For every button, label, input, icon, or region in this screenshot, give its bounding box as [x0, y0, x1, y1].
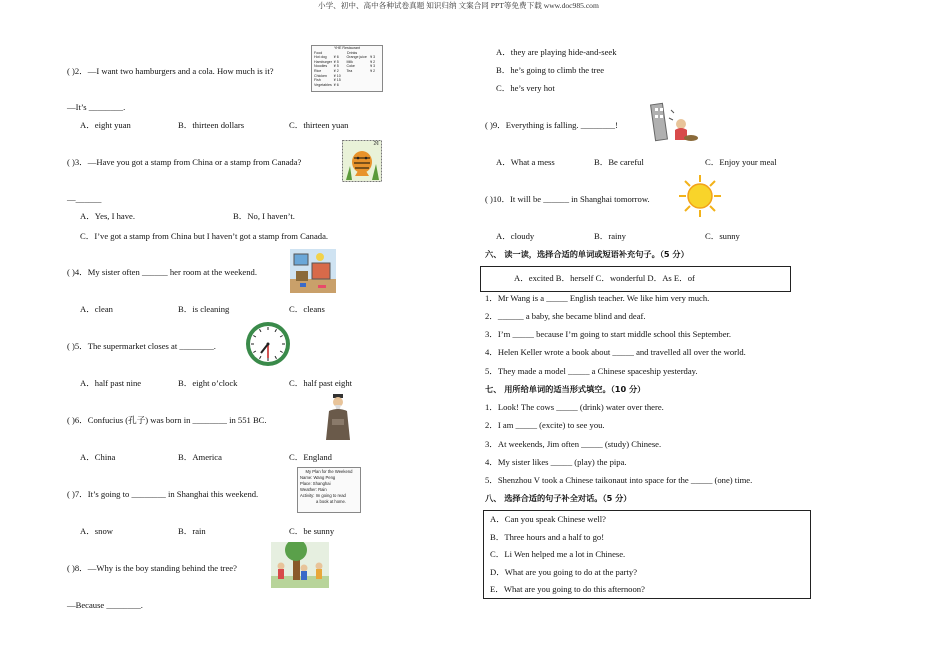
q4-option-c: C．cleans: [289, 304, 325, 314]
question-2: ( )2．—I want two hamburgers and a cola. How much is it?: [67, 66, 274, 76]
q3-option-c: C．I’ve got a stamp from China but I haven’t got a stamp from Canada.: [80, 231, 329, 241]
question-10: ( )10．It will be ______ in Shanghai tomorrow.: [485, 194, 650, 204]
menu-row: [312, 83, 382, 88]
q7-option-b: B．rain: [178, 526, 206, 536]
q3-option-b: B．No, I haven’t.: [233, 211, 295, 221]
section-6-word-box: [480, 266, 791, 292]
s8-option-a: A．Can you speak Chinese well?: [490, 514, 606, 524]
plan-activity: Activity: Im going to read: [300, 493, 346, 498]
menu-cell: Tea: [346, 68, 353, 73]
s6-sentence-3: 3．I’m _____ because I’m going to start middle school this September.: [485, 329, 732, 339]
menu-cell: ¥ 5: [333, 64, 339, 69]
menu-cell: Vegetables: [314, 82, 332, 87]
q5-option-c: C．half past eight: [289, 378, 353, 388]
s6-sentence-4: 4．Helen Keller wrote a book about _____ and travelled all over the world.: [485, 347, 746, 357]
q9-option-b: B．Be careful: [594, 157, 644, 167]
menu-cell: Rice: [314, 68, 322, 73]
q7-option-a: A．snow: [80, 526, 113, 536]
plan-weather: Weather: Rain: [300, 487, 327, 492]
menu-rows: [312, 55, 382, 87]
q10-option-c: C．sunny: [705, 231, 740, 241]
q2-option-a: A．eight yuan: [80, 120, 131, 130]
s6-sentence-1: 1．Mr Wang is a _____ English teacher. We like him very much.: [485, 293, 710, 303]
q8-option-b: B．he’s going to climb the tree: [496, 65, 605, 75]
menu-cell: ¥ 2: [370, 59, 376, 64]
menu-cell: Chicken: [314, 73, 327, 78]
section-8-options-box: [483, 510, 811, 599]
menu-cell: Noodles: [314, 64, 328, 69]
q10-option-b: B．rainy: [594, 231, 626, 241]
boy-behind-tree-image: [271, 542, 329, 588]
q2-option-c: C．thirteen yuan: [289, 120, 349, 130]
menu-cell: [347, 83, 371, 88]
falling-things-image: [647, 100, 699, 144]
q7-option-c: C．be sunny: [289, 526, 335, 536]
q6-option-a: A．China: [80, 452, 116, 462]
q3-option-a: A．Yes, I have.: [80, 211, 135, 221]
section-6-words: A．excited B．herself C．wonderful D．As E．of: [514, 273, 695, 283]
menu-cell: Hamburger: [314, 59, 332, 64]
q6-option-c: C．England: [289, 452, 332, 462]
q5-option-a: A．half past nine: [80, 378, 142, 388]
s8-option-c: C．Li Wen helped me a lot in Chinese.: [490, 549, 626, 559]
s8-option-d: D．What are you going to do at the party?: [490, 567, 638, 577]
q9-option-c: C．Enjoy your meal: [705, 157, 777, 167]
question-7: ( )7．It’s going to ________ in Shanghai this weekend.: [67, 489, 259, 499]
tiger-stamp-image: [342, 140, 382, 182]
q8-option-a: A．they are playing hide-and-seek: [496, 47, 617, 57]
menu-cell: ¥ 3: [370, 55, 376, 60]
menu-cell: Hot dog: [314, 55, 327, 60]
menu-cell: Coke: [346, 64, 355, 69]
menu-cell: ¥ 6: [333, 55, 339, 60]
q8-option-c: C．he’s very hot: [496, 83, 555, 93]
menu-food-header: Food: [314, 50, 323, 55]
question-8-reply: —Because ________.: [67, 600, 143, 610]
menu-cell: Milk: [346, 59, 353, 64]
s7-sentence-4: 4．My sister likes _____ (play) the pipa.: [485, 457, 627, 467]
menu-cell: ¥ 2: [370, 68, 376, 73]
page-header: 小学、初中、高中各种试卷真题 知识归纳 文案合同 PPT等免费下载 www.doc985.com: [318, 1, 599, 10]
s6-sentence-5: 5．They made a model _____ a Chinese spaceship yesterday.: [485, 366, 698, 376]
s7-sentence-1: 1．Look! The cows _____ (drink) water over there.: [485, 402, 664, 412]
menu-cell: Fish: [314, 78, 321, 83]
plan-title: My Plan for the Weekend: [305, 469, 353, 474]
s7-sentence-2: 2．I am _____ (excite) to see you.: [485, 420, 605, 430]
menu-cell: ¥ 2: [333, 68, 339, 73]
menu-cell: Orange juice: [346, 55, 367, 60]
q6-option-b: B．America: [178, 452, 222, 462]
question-6: ( )6．Confucius (孔子) was born in ________ in 551 BC.: [67, 415, 267, 425]
sun-image: [678, 174, 722, 218]
question-2-reply: —It’s ________.: [67, 102, 126, 112]
q2-option-b: B．thirteen dollars: [178, 120, 245, 130]
menu-cell: ¥ 10: [333, 73, 341, 78]
menu-cell: ¥ 6: [333, 82, 339, 87]
section-7-title: 七、 用所给单词的适当形式填空。（10 分）: [485, 384, 646, 394]
stamp-value: 2¢: [373, 141, 379, 147]
q4-option-a: A．clean: [80, 304, 113, 314]
q4-option-b: B．is cleaning: [178, 304, 230, 314]
s7-sentence-5: 5．Shenzhou V took a Chinese taikonaut into space for the _____ (one) time.: [485, 475, 753, 485]
question-4: ( )4．My sister often ______ her room at the weekend.: [67, 267, 257, 277]
s8-option-b: B．Three hours and a half to go!: [490, 532, 605, 542]
clock-image: [244, 320, 292, 368]
q5-option-b: B．eight o’clock: [178, 378, 238, 388]
confucius-image: [324, 393, 352, 441]
q10-option-a: A．cloudy: [496, 231, 535, 241]
s7-sentence-3: 3．At weekends, Jim often _____ (study) Chinese.: [485, 439, 662, 449]
s6-sentence-2: 2．______ a baby, she became blind and deaf.: [485, 311, 646, 321]
question-5: ( )5．The supermarket closes at ________.: [67, 341, 216, 351]
menu-cell: ¥ 3: [370, 64, 376, 69]
weekend-plan-card: [297, 467, 361, 513]
menu-drinks-header: Drinks: [347, 50, 358, 55]
question-3-reply: —______: [67, 194, 102, 204]
restaurant-menu-image: [311, 45, 383, 92]
question-3: ( )3．—Have you got a stamp from China or a stamp from Canada?: [67, 157, 302, 167]
menu-title: YHE Restaurant: [334, 46, 360, 50]
menu-cell: [370, 83, 380, 88]
s8-option-e: E．What are you going to do this afternoon?: [490, 584, 645, 594]
question-8: ( )8．—Why is the boy standing behind the tree?: [67, 563, 237, 573]
messy-room-image: [290, 249, 336, 293]
plan-activity-cont: a book at home.: [316, 499, 347, 504]
plan-place: Place: Shanghai: [300, 481, 331, 486]
plan-name: Name: Wang Peng: [300, 475, 336, 480]
menu-cell: ¥ 15: [333, 78, 341, 83]
question-9: ( )9．Everything is falling. ________!: [485, 120, 618, 130]
section-8-title: 八、 选择合适的句子补全对话。（5 分）: [485, 493, 632, 503]
menu-cell: ¥ 5: [333, 59, 339, 64]
section-6-title: 六、 读一读，选择合适的单词或短语补充句子。（5 分）: [485, 249, 689, 259]
q9-option-a: A．What a mess: [496, 157, 555, 167]
